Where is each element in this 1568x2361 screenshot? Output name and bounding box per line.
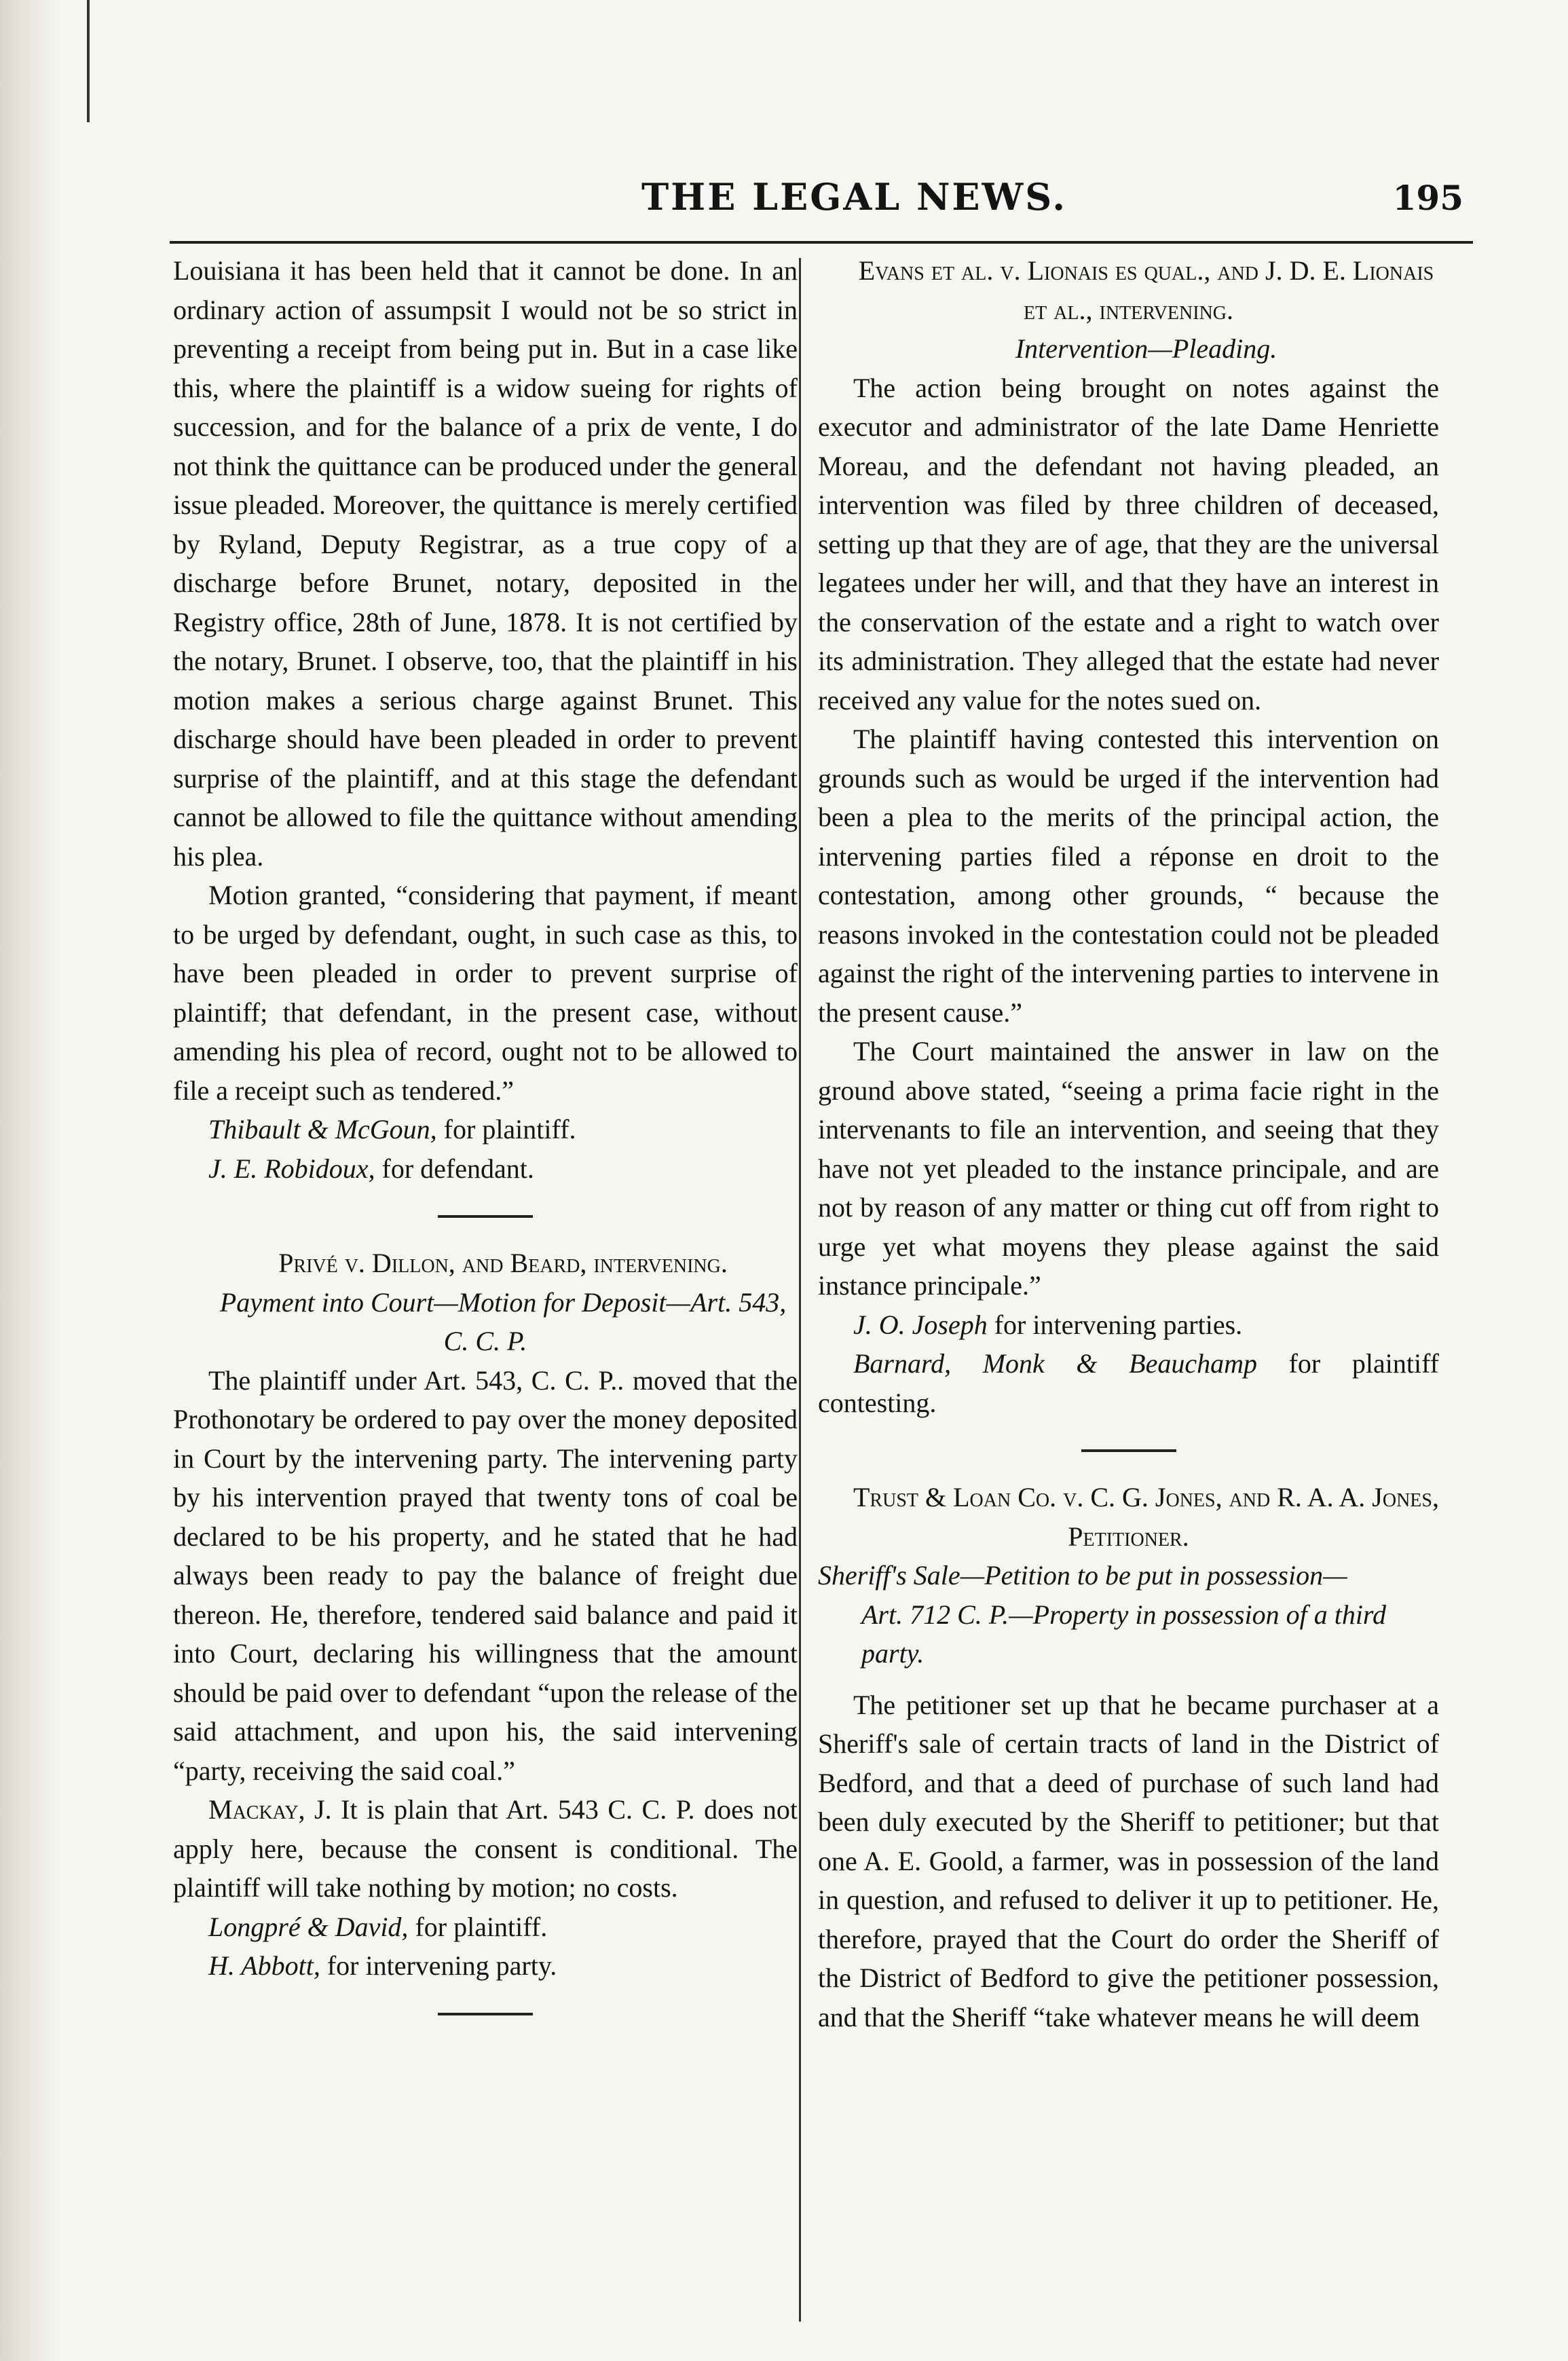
counsel-name: Longpré & David,	[208, 1911, 409, 1942]
counsel-role: for plaintiff.	[436, 1114, 576, 1145]
column-divider	[799, 258, 801, 2322]
paragraph: The petitioner set up that he became purchaser at a Sheriff's sale of certain tracts of land in the District of Bedford, and that a deed of purchase of such land had been duly executed by the Sheriff to petitioner; but that one A. E. Goold, a farmer, was in possession of the land in question, and refused to deliver it up to petitioner. He, therefore, prayed that the Court do order the Sheriff of the District of Bedford to give the petitioner possession, and that the Sheriff “take whatever means he will deem	[818, 1689, 1439, 2032]
counsel-name: J. O. Joseph	[853, 1309, 988, 1340]
counsel-line	[173, 1908, 798, 1947]
paragraph: The action being brought on notes against the executor and administrator of the late Dame Henriette Moreau, and the defendant not having pleaded, an intervention was filed by three children of deceased, setting up that they are of age, that they are the universal legatees under her will, and that they have an interest in the conservation of the estate and a right to watch over its administration. They alleged that the estate had never received any value for the notes sued on.	[818, 372, 1439, 715]
case-title: Evans et al. v. Lionais es qual., and J. D. E. Lionais et al., intervening.	[858, 255, 1434, 325]
counsel-name: Thibault & McGoun,	[208, 1114, 437, 1145]
counsel-role: for intervening party.	[320, 1950, 557, 1981]
judge-name: Mackay, J.	[208, 1794, 332, 1825]
case-headnote: Sheriff's Sale—Petition to be put in possession—	[818, 1560, 1347, 1591]
counsel-line	[173, 1149, 798, 1189]
paragraph: Louisiana it has been held that it cannot be done. In an ordinary action of assumpsit I would not be so strict in preventing a receipt from being put in. But in a case like this, where the plaintiff is a widow sueing for rights of succession, and for the balance of a prix de vente, I do not think the quittance can be produced under the general issue pleaded. Moreover, the quittance is merely certified by Ryland, Deputy Registrar, as a true copy of a discharge before Brunet, notary, deposited in the Registry office, 28th of June, 1878. It is not certified by the notary, Brunet. I observe, too, that the plaintiff in his motion makes a serious charge against Brunet. This discharge should have been pleaded in order to prevent surprise of the plaintiff, and at this stage the defendant cannot be allowed to file the quittance without amending his plea.	[173, 255, 798, 872]
judgment-text: It is plain that Art. 543 C. C. P. does not apply here, because the consent is conditional. The plaintiff will take nothing by motion; no costs.	[173, 1794, 798, 1903]
counsel-role: for defendant.	[375, 1153, 534, 1184]
counsel-role: for intervening parties.	[987, 1309, 1243, 1340]
counsel-name: J. E. Robidoux,	[208, 1153, 375, 1184]
right-column	[818, 251, 1439, 2037]
counsel-name: H. Abbott,	[208, 1950, 320, 1981]
counsel-line	[173, 1110, 798, 1149]
paragraph	[173, 1790, 798, 1908]
page-binding-edge	[0, 0, 61, 2361]
case-headnote-continued: Art. 712 C. P.—Property in possession of a third party.	[861, 1599, 1387, 1669]
counsel-line	[173, 1946, 798, 1986]
paragraph: The plaintiff having contested this intervention on grounds such as would be urged if the intervention had been a plea to the merits of the principal action, the intervening parties filed a réponse en droit to the contestation, among other grounds, “ because the reasons invoked in the contestation could not be pleaded against the right of the intervening parties to intervene in the present cause.”	[818, 724, 1439, 1028]
case-headnote: Intervention—Pleading.	[1015, 333, 1277, 364]
page-header	[170, 170, 1473, 224]
page-number: 195	[1392, 178, 1463, 218]
counsel-role: for plaintiff.	[408, 1911, 548, 1942]
section-separator	[1081, 1449, 1176, 1452]
header-rule	[170, 241, 1473, 244]
margin-rule	[87, 0, 90, 122]
section-separator	[438, 2013, 533, 2015]
counsel-line	[818, 1305, 1439, 1345]
left-column	[173, 251, 798, 2041]
counsel-name: Barnard, Monk & Beauchamp	[853, 1348, 1257, 1379]
counsel-line	[818, 1344, 1439, 1422]
case-title: Privé v. Dillon, and Beard, intervening.	[278, 1248, 728, 1278]
paragraph: The plaintiff under Art. 543, C. C. P.. moved that the Prothonotary be ordered to pay over the money deposited in Court by the intervening party. The intervening party by his intervention prayed that twenty tons of coal be declared to be his property, and he stated that he had always been ready to pay the balance of freight due thereon. He, therefore, tendered said balance and paid it into Court, declaring his willingness that the amount should be paid over to defendant “upon the release of the said attachment, and upon his, the said intervening “party, receiving the said coal.”	[173, 1364, 798, 1786]
case-title: Trust & Loan Co. v. C. G. Jones, and R. A. A. Jones, Petitioner.	[853, 1482, 1439, 1552]
counsel-role: for plaintiff contesting.	[818, 1348, 1439, 1418]
paragraph: Motion granted, “considering that payment, if meant to be urged by defendant, ought, in such case as this, to have been pleaded in order to prevent surprise of plaintiff; that defendant, in the present case, without amending his plea of record, ought not to be allowed to file a receipt such as tendered.”	[173, 880, 798, 1106]
running-title: THE LEGAL NEWS.	[641, 175, 1068, 219]
case-headnote: Payment into Court—Motion for Deposit—Art. 543, C. C. P.	[219, 1286, 787, 1356]
section-separator	[438, 1215, 533, 1218]
paragraph: The Court maintained the answer in law on the ground above stated, “seeing a prima facie right in the intervenants to file an intervention, and seeing that they have not yet pleaded to the instance principale, and are not by reason of any matter or thing cut off from right to urge yet what moyens they please against the said instance principale.”	[818, 1036, 1439, 1301]
